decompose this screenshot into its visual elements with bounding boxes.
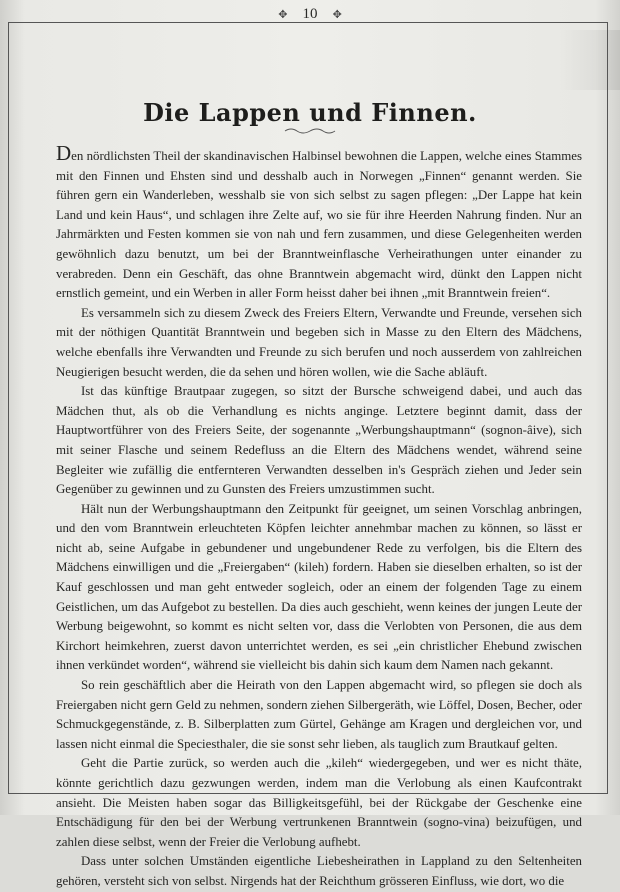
- page-title: Die Lappen und Finnen.: [143, 98, 477, 127]
- paragraph-1: [56, 141, 582, 304]
- paragraph-5: So rein geschäftlich aber die Heirath von den Lappen abgemacht wird, so pflegen sie doch als Freiergaben nicht gern Geld zu nehmen, sondern ziehen Silbergeräth, wie Löffel, Dosen, Becher, oder Schmuckgegenstände, z. B. Silberplatten zum Gürtel, Gehänge am Kragen und dergleichen vor, und lassen nicht einmal die Speciesthaler, die sie sonst sehr lieben, als tauglich zum Brautkauf gelten.: [56, 678, 582, 751]
- drop-cap: D: [56, 141, 72, 165]
- title-flourish-icon: [284, 127, 336, 135]
- paragraph-3: Ist das künftige Brautpaar zugegen, so sitzt der Bursche schweigend dabei, und auch das Mädchen thut, als ob die Verhandlung es nichts anginge. Letztere beginnt damit, dass der Hauptwortführer von des Freiers Seite, der sogenannte „Werbungshauptmann“ (sognon-âive), sich mit seiner Flasche und seinem Redefluss an die Eltern des Mädchens wendet, während seine Begleiter wie zufällig die entfernteren Verwandten desselben in's Gespräch ziehen und Jeder sein Gegenüber zu gewinnen und zu Gunsten des Freiers umzustimmen sucht.: [56, 384, 582, 497]
- article-body: [56, 141, 582, 892]
- paragraph-7: Dass unter solchen Umständen eigentliche Liebesheirathen in Lappland zu den Seltenheiten gehören, versteht sich von selbst. Nirgends hat der Reichthum grösseren Einfluss, wie dort, wo die: [56, 854, 582, 888]
- ornament-left-icon: ✥: [278, 8, 288, 21]
- ornament-right-icon: ✥: [332, 8, 342, 21]
- paragraph-4: Hält nun der Werbungshauptmann den Zeitpunkt für geeignet, um seinen Vorschlag anbringen, und den vom Branntwein erleuchteten Köpfen leichter annehmbar machen zu können, so lässt er nicht ab, seine Aufgabe in gebundener und ungebundener Rede zu verfolgen, bis die Eltern des Mädchens einwilligen und die „Freiergaben“ (kileh) fordern. Haben sie dieselben erhalten, so ist der Kauf geschlossen und man geht entweder sogleich, oder an einem der folgenden Tage zu einem Geistlichen, um das Aufgebot zu bestellen. Da dies auch geschieht, wenn keines der jungen Leute der Werbung beigewohnt, so kommt es nicht selten vor, dass die Verlobten von Personen, die aus dem Kirchort heimkehren, zuerst davon unterrichtet werden, es sei „ein christlicher Ehebund zwischen ihnen verkündet worden“, während sie vielleicht bis dahin sich kaum dem Namen nach gekannt.: [56, 501, 582, 673]
- page-number: 10: [302, 6, 318, 22]
- paragraph-text: en nördlichsten Theil der skandinavischen Halbinsel bewohnen die Lappen, welche eines Stammes mit den Finnen und Ehsten sind und desshalb auch in Norwegen „Finnen“ genannt werden. Sie führen gern ein Wanderleben, wesshalb sie von sich selbst zu sagen pflegen: „Der Lappe hat kein Land und kein Haus“, und schlagen ihre Zelte auf, wo sie für ihre Heerden Nahrung finden. Nur an Jahrmärkten und Festen kommen sie von nah und fern zusammen, und diese Gelegenheiten werden gewöhnlich dazu benutzt, um bei der Branntweinflasche Verheirathungen unter einander zu verabreden. Denn ein Geschäft, das ohne Branntwein abgemacht wird, dünkt den Lappen nicht ernstlich gemeint, und ein Werben in aller Form heisst daher bei ihnen „mit Branntwein freien“.: [56, 149, 582, 301]
- paragraph-2: Es versammeln sich zu diesem Zweck des Freiers Eltern, Verwandte und Freunde, versehen sich mit der nöthigen Quantität Branntwein und begeben sich in Masse zu den Eltern des Mädchens, welche ebenfalls ihre Verwandten und Freunde zu sich berufen und noch ausserdem von zahlreichen Neugierigen besucht werden, die da sehen und hören wollen, wie die Sache abläuft.: [56, 305, 582, 379]
- paragraph-6: Geht die Partie zurück, so werden auch die „kileh“ wiedergegeben, und wer es nicht thäte, könnte gerichtlich dazu gezwungen werden, indem man die Verlobung als einen Kaufcontrakt ansieht. Die Meisten haben sogar das Billigkeitsgefühl, bei der Rückgabe der Geschenke eine Entschädigung für den bei der Werbung vertrunkenen Branntwein (sogno-vina) beizufügen, und zahlen diese selbst, wenn der Freier die Verlobung aufhebt.: [56, 756, 582, 849]
